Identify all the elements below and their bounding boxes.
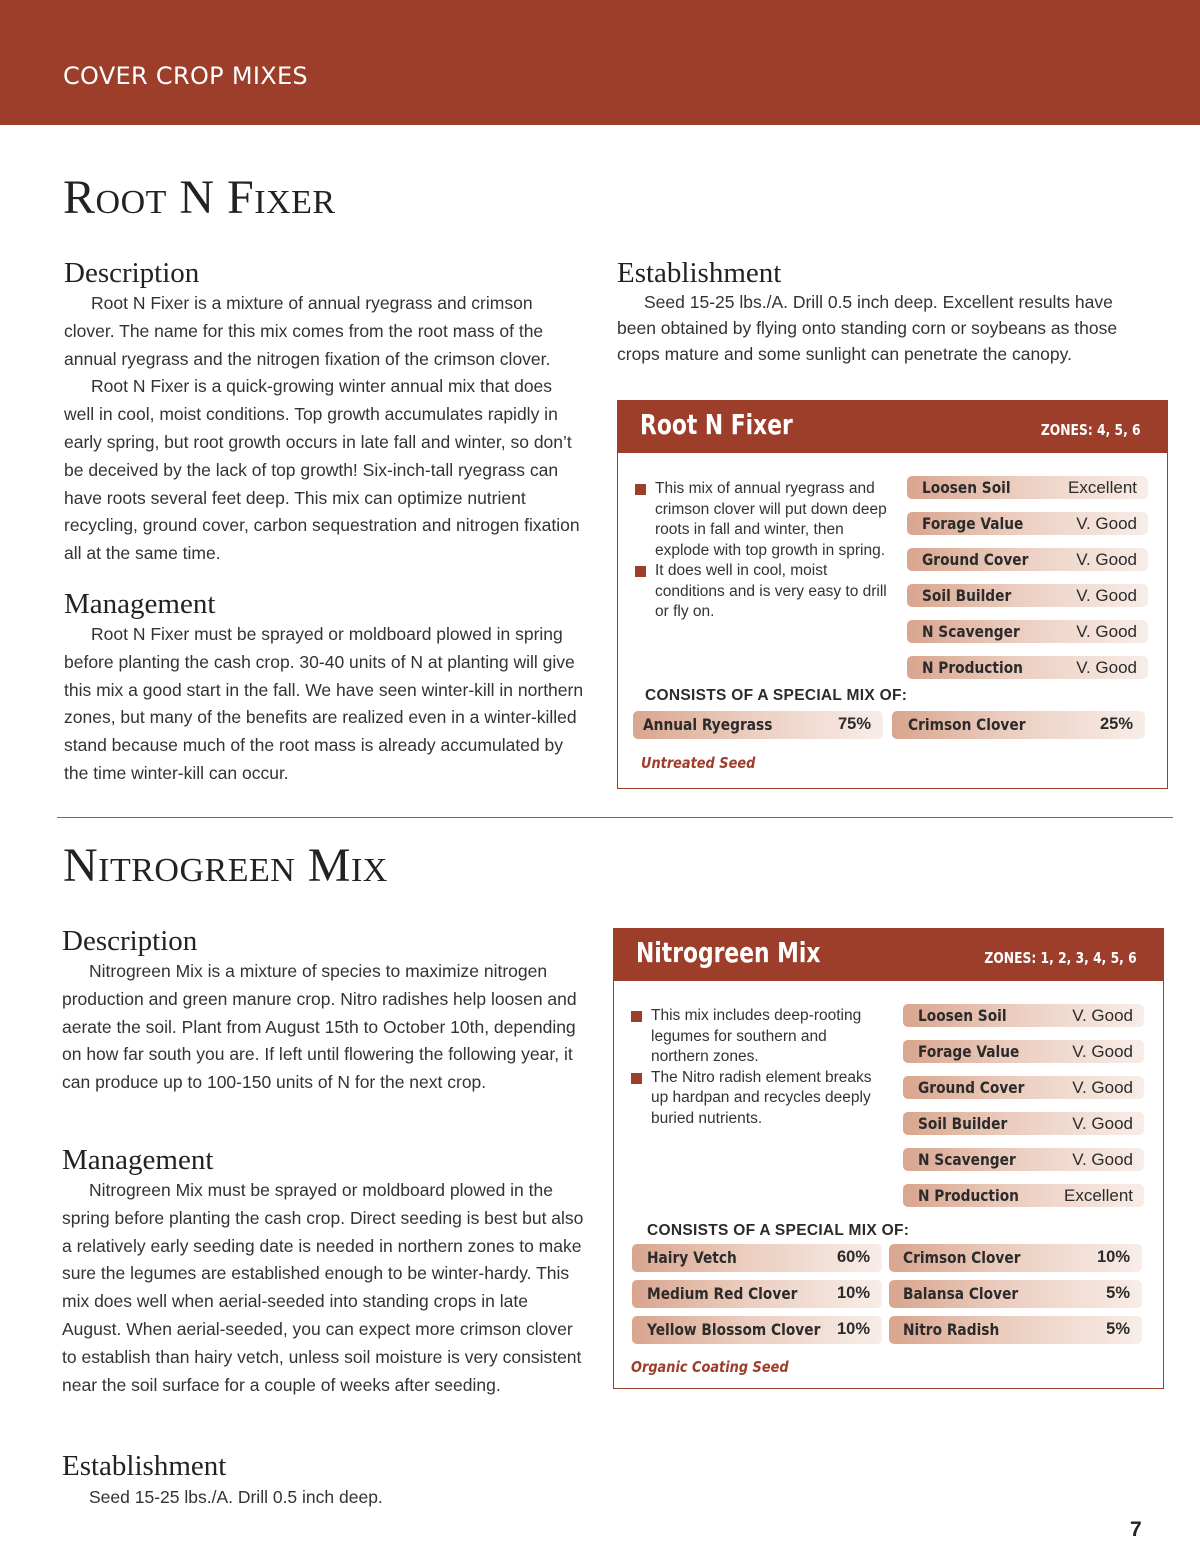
rating-value: V. Good xyxy=(1072,1150,1133,1169)
rating-value: Excellent xyxy=(1068,478,1137,497)
rating-value: V. Good xyxy=(1076,550,1137,569)
mix-percent: 25% xyxy=(1099,715,1133,733)
mix-name: Crimson Clover xyxy=(903,1248,1021,1267)
section-divider xyxy=(57,817,1173,818)
page-number: 7 xyxy=(1130,1518,1142,1541)
mix-row xyxy=(633,711,883,739)
rating-name: Soil Builder xyxy=(922,586,1012,605)
paragraph: Nitrogreen Mix must be sprayed or moldboard plowed in the spring before planting the cash crop. Direct seeding is best but also a relatively early seeding date is needed in northern zones to make sure the legumes are established enough to be winter-hardy. This mix does well when aerial-seeded into standing crops in late August. When aerial-seeded, you can expect more crimson clover to establish than hairy vetch, unless soil moisture is very consistent near the soil surface for a couple of weeks after seeding. xyxy=(62,1180,584,1395)
description-text xyxy=(64,290,586,568)
rating-row xyxy=(907,656,1148,679)
establishment-text xyxy=(617,289,1133,367)
list-item: It does well in cool, moist conditions and is very easy to drill or fly on. xyxy=(635,561,887,623)
section-title-nitrogreen-mix: Nitrogreen Mix xyxy=(63,839,388,892)
rating-row xyxy=(907,620,1148,643)
consists-label: CONSISTS OF A SPECIAL MIX OF: xyxy=(645,687,908,704)
mix-row xyxy=(632,1316,882,1344)
rating-name: Ground Cover xyxy=(918,1078,1025,1097)
rating-value: V. Good xyxy=(1076,658,1137,677)
product-box-root-n-fixer xyxy=(617,400,1168,789)
consists-label: CONSISTS OF A SPECIAL MIX OF: xyxy=(647,1222,910,1239)
bullet-list xyxy=(631,1006,886,1129)
mix-percent: 75% xyxy=(837,715,871,733)
product-box-nitrogreen-mix xyxy=(613,928,1164,1389)
paragraph: Seed 15-25 lbs./A. Drill 0.5 inch deep. Excellent results have been obtained by flying onto standing corn or soybeans as those crops mature and some sunlight can penetrate the canopy. xyxy=(617,292,1118,364)
rating-row xyxy=(903,1004,1144,1027)
paragraph: Root N Fixer is a quick-growing winter annual mix that does well in cool, moist conditions. Top growth accumulates rapidly in early spring, but root growth occurs in late fall and winter, so don’t be deceived by the lack of top growth! Six-inch-tall ryegrass can have roots several feet deep. This mix can optimize nutrient recycling, ground cover, carbon sequestration and nitrogen fixation all at the same time. xyxy=(64,376,580,564)
mix-percent: 10% xyxy=(1096,1248,1130,1266)
mix-row xyxy=(889,1244,1142,1272)
seed-note: Organic Coating Seed xyxy=(631,1358,789,1376)
square-bullet-icon xyxy=(631,1073,642,1084)
rating-value: V. Good xyxy=(1076,514,1137,533)
mix-row xyxy=(632,1244,882,1272)
rating-name: Forage Value xyxy=(922,514,1024,533)
rating-value: V. Good xyxy=(1076,622,1137,641)
rating-row xyxy=(907,512,1148,535)
rating-value: V. Good xyxy=(1076,586,1137,605)
rating-row xyxy=(903,1112,1144,1135)
rating-value: Excellent xyxy=(1064,1186,1133,1205)
establishment-heading: Establishment xyxy=(62,1450,227,1482)
rating-row xyxy=(907,584,1148,607)
mix-percent: 10% xyxy=(836,1320,870,1338)
mix-row xyxy=(892,711,1145,739)
rating-name: N Scavenger xyxy=(918,1150,1016,1169)
square-bullet-icon xyxy=(635,566,646,577)
list-item: This mix of annual ryegrass and crimson clover will put down deep roots in fall and winter, then explode with top growth in spring. xyxy=(635,479,887,561)
rating-name: Loosen Soil xyxy=(922,478,1011,497)
rating-name: N Production xyxy=(922,658,1023,677)
mix-percent: 60% xyxy=(836,1248,870,1266)
management-text xyxy=(64,621,586,788)
seed-note: Untreated Seed xyxy=(641,754,756,772)
square-bullet-icon xyxy=(635,484,646,495)
zones-label: ZONES: 1, 2, 3, 4, 5, 6 xyxy=(984,949,1137,967)
mix-name: Nitro Radish xyxy=(903,1320,1000,1339)
rating-value: V. Good xyxy=(1072,1114,1133,1133)
box-header xyxy=(614,929,1163,981)
establishment-heading: Establishment xyxy=(617,257,782,289)
rating-value: V. Good xyxy=(1072,1006,1133,1025)
mix-row xyxy=(889,1316,1142,1344)
mix-percent: 10% xyxy=(836,1284,870,1302)
paragraph: Seed 15-25 lbs./A. Drill 0.5 inch deep. xyxy=(89,1487,383,1507)
list-item: This mix includes deep-rooting legumes for southern and northern zones. xyxy=(631,1006,886,1068)
mix-name: Annual Ryegrass xyxy=(643,715,773,734)
header-banner xyxy=(0,0,1200,125)
square-bullet-icon xyxy=(631,1011,642,1022)
management-heading: Management xyxy=(64,588,216,620)
mix-percent: 5% xyxy=(1106,1320,1130,1338)
mix-name: Medium Red Clover xyxy=(647,1284,798,1303)
rating-name: N Scavenger xyxy=(922,622,1020,641)
mix-name: Balansa Clover xyxy=(903,1284,1019,1303)
establishment-text xyxy=(62,1484,584,1512)
zones-label: ZONES: 4, 5, 6 xyxy=(1041,421,1141,439)
mix-row xyxy=(889,1280,1142,1308)
mix-name: Crimson Clover xyxy=(908,715,1026,734)
rating-value: V. Good xyxy=(1072,1042,1133,1061)
rating-name: N Production xyxy=(918,1186,1019,1205)
rating-name: Ground Cover xyxy=(922,550,1029,569)
box-header xyxy=(618,401,1167,453)
rating-value: V. Good xyxy=(1072,1078,1133,1097)
box-title: Nitrogreen Mix xyxy=(636,936,821,969)
list-item: The Nitro radish element breaks up hardpan and recycles deeply buried nutrients. xyxy=(631,1068,886,1130)
banner-title: COVER CROP MIXES xyxy=(63,62,308,90)
rating-row xyxy=(903,1184,1144,1207)
mix-row xyxy=(632,1280,882,1308)
management-text xyxy=(62,1177,584,1399)
rating-name: Loosen Soil xyxy=(918,1006,1007,1025)
mix-percent: 5% xyxy=(1106,1284,1130,1302)
description-text xyxy=(62,958,584,1097)
mix-name: Hairy Vetch xyxy=(647,1248,737,1267)
mix-name: Yellow Blossom Clover xyxy=(647,1320,821,1339)
paragraph: Root N Fixer must be sprayed or moldboard plowed in spring before planting the cash crop. 30-40 units of N at planting will give this mix a good start in the fall. We have seen winter-kill in northern zones, but many of the benefits are realized even in a winter-killed stand because much of the root mass is already accumulated by the time winter-kill can occur. xyxy=(64,624,584,783)
description-heading: Description xyxy=(64,257,200,289)
rating-row xyxy=(903,1076,1144,1099)
description-heading: Description xyxy=(62,925,198,957)
box-title: Root N Fixer xyxy=(640,408,793,441)
rating-name: Soil Builder xyxy=(918,1114,1008,1133)
paragraph: Root N Fixer is a mixture of annual ryegrass and crimson clover. The name for this mix comes from the root mass of the annual ryegrass and the nitrogen fixation of the crimson clover. xyxy=(64,293,551,369)
rating-row xyxy=(907,548,1148,571)
paragraph: Nitrogreen Mix is a mixture of species to maximize nitrogen production and green manure crop. Nitro radishes help loosen and aerate the soil. Plant from August 15th to October 10th, depending on how far south you are. If left until flowering the following year, it can produce up to 100-150 units of N for the next crop. xyxy=(62,961,577,1093)
rating-name: Forage Value xyxy=(918,1042,1020,1061)
rating-row xyxy=(903,1148,1144,1171)
rating-row xyxy=(907,476,1148,499)
rating-row xyxy=(903,1040,1144,1063)
management-heading: Management xyxy=(62,1144,214,1176)
bullet-list xyxy=(635,479,887,623)
section-title-root-n-fixer: Root N Fixer xyxy=(63,171,336,224)
